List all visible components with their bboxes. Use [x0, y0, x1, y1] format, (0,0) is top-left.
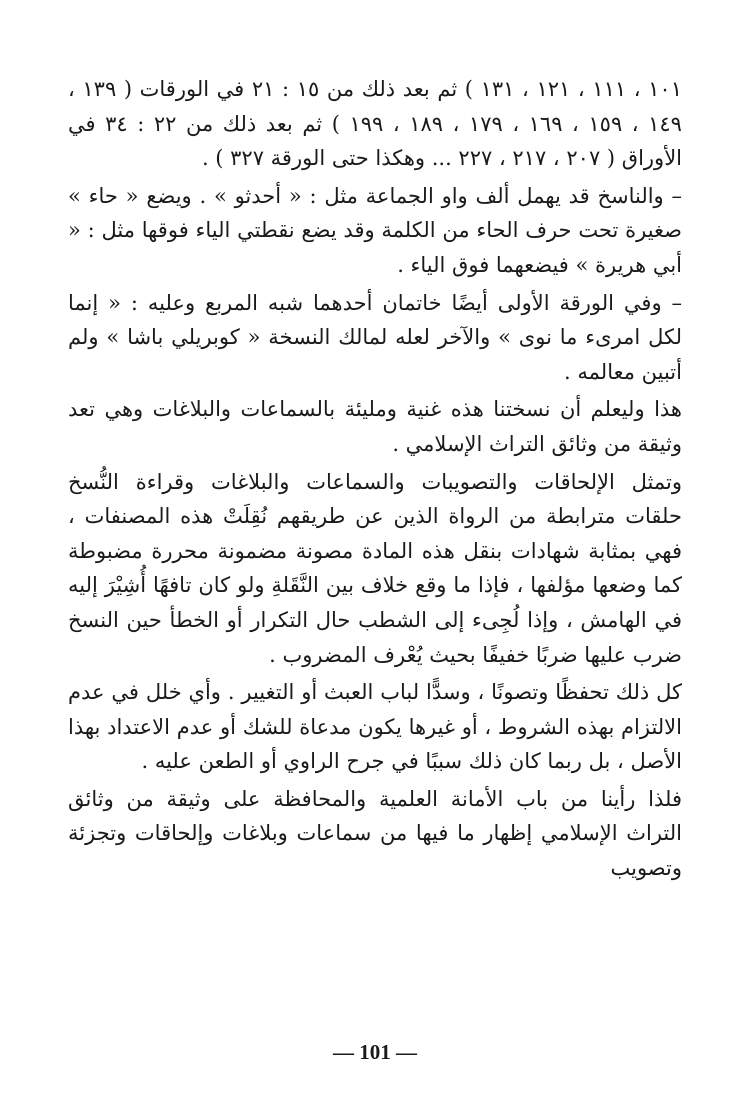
- page-text-body: [68, 72, 682, 889]
- paragraph-preservation: كل ذلك تحفظًا وتصونًا ، وسدًّا لباب العبث أو التغيير . وأي خلل في عدم الالتزام بهذه الشروط ، أو غيرها يكون مدعاة للشك أو عدم الاعتداد بهذا الأصل ، بل ربما كان ذلك سببًا في جرح الراوي أو الطعن عليه .: [68, 680, 682, 774]
- paragraph-manuscript-richness: هذا وليعلم أن نسختنا هذه غنية ومليئة بالسماعات والبلاغات وهي تعد وثيقة من وثائق التراث الإسلامي .: [68, 397, 682, 456]
- paragraph-transmission-chain: وتمثل الإلحاقات والتصويبات والسماعات والبلاغات وقراءة النُّسخ حلقات مترابطة من الرواة الذين عن طريقهم نُقِلَتْ هذه المصنفات ، فهي بمثابة شهادات بنقل هذه المادة مصونة مضمونة محررة مضبوطة كما وضعها مؤلفها ، فإذا ما وقع خلاف بين النَّقَلةِ ولو كان تافهًا أُشِيْرَ إليه في الهامش ، وإذا لُجِىء إلى الشطب حال التكرار أو الخطأ حين النسخ ضرب عليها ضربًا خفيفًا بحيث يُعْرف المضروب .: [68, 469, 682, 667]
- page-number: — 101 —: [333, 1040, 417, 1064]
- paragraph-scholarly-trust: فلذا رأينا من باب الأمانة العلمية والمحافظة على وثيقة من وثائق التراث الإسلامي إظهار ما فيها من سماعات وبلاغات وإلحاقات وتجزئة وتصويب: [68, 786, 682, 881]
- paragraph-copyist-notes: – والناسخ قد يهمل ألف واو الجماعة مثل : « أحدثو » . ويضع « حاء » صغيرة تحت حرف الحاء من الكلمة وقد يضع نقطتي الياء فوقها مثل : « أبي هريرة » فيضعهما فوق الياء .: [68, 183, 682, 277]
- paragraph-first-folio-seals: – وفي الورقة الأولى أيضًا خاتمان أحدهما شبه المربع وعليه : « إنما لكل امرىء ما نوى » والآخر لعله لمالك النسخة « كوبريلي باشا » ولم أتبين معالمه .: [68, 290, 682, 384]
- paragraph-folio-numbering: ١٠١ ، ١١١ ، ١٢١ ، ١٣١ ) ثم بعد ذلك من ١٥ : ٢١ في الورقات ( ١٣٩ ، ١٤٩ ، ١٥٩ ، ١٦٩ ، ١٧٩ ، ١٨٩ ، ١٩٩ ) ثم بعد ذلك من ٢٢ : ٣٤ في الأوراق ( ٢٠٧ ، ٢١٧ ، ٢٢٧ ... وهكذا حتى الورقة ٣٢٧ ) .: [68, 77, 682, 171]
